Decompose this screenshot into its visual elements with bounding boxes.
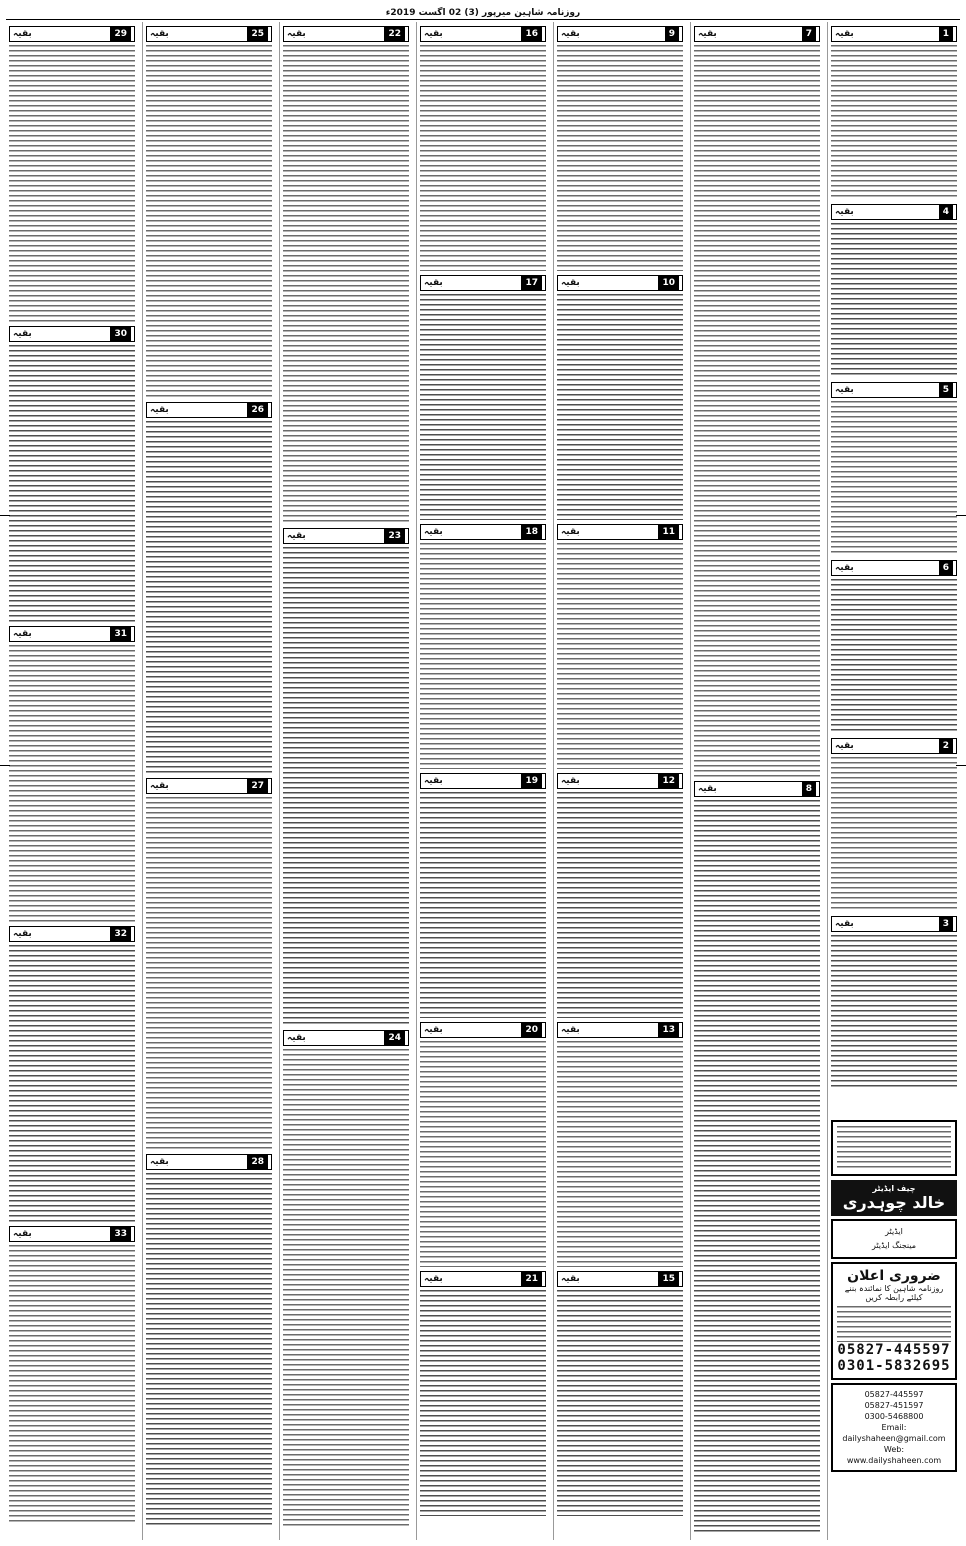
printer-note-text [837, 1126, 951, 1170]
newspaper-page [6, 6, 960, 1540]
section-label: بقیہ [424, 527, 443, 537]
section-label: بقیہ [287, 29, 306, 39]
section-label: بقیہ [424, 29, 443, 39]
section-badge [831, 560, 957, 576]
article-section [283, 1030, 409, 1528]
article-body-text [694, 800, 820, 1532]
section-number: 28 [247, 1155, 268, 1169]
section-label: بقیہ [835, 29, 854, 39]
section-label: بقیہ [698, 784, 717, 794]
column [827, 22, 960, 1540]
section-label: بقیہ [561, 1274, 580, 1284]
phone: 05827-445597 [864, 1390, 924, 1399]
article-body-text [146, 421, 272, 774]
article-section [420, 1022, 546, 1267]
article-body-text [146, 45, 272, 398]
article-body-text [694, 45, 820, 777]
phone: 05827-451597 [864, 1401, 924, 1410]
section-badge [831, 382, 957, 398]
article-body-text [9, 45, 135, 322]
article-section [420, 524, 546, 769]
section-badge [420, 773, 546, 789]
section-number: 7 [802, 27, 816, 41]
section-number: 33 [110, 1227, 131, 1241]
article-body-text [831, 223, 957, 378]
section-label: بقیہ [424, 1025, 443, 1035]
section-badge [831, 204, 957, 220]
section-label: بقیہ [13, 29, 32, 39]
article-section [831, 204, 957, 378]
section-badge [283, 528, 409, 544]
article-body-text [831, 579, 957, 734]
registration-tick-right [956, 765, 966, 766]
section-number: 3 [939, 917, 953, 931]
notice-body [837, 1306, 951, 1342]
article-section [557, 275, 683, 520]
article-section [831, 382, 957, 556]
article-section [420, 26, 546, 271]
article-section [831, 26, 957, 200]
section-badge [557, 26, 683, 42]
notice-phone: 0301-5832695 [837, 1358, 951, 1374]
registration-tick-left [0, 515, 10, 516]
article-body-text [420, 543, 546, 769]
section-number: 2 [939, 739, 953, 753]
section-badge [9, 1226, 135, 1242]
editor-label: ایڈیٹر [885, 1227, 903, 1236]
registration-tick-right [956, 515, 966, 516]
section-number: 17 [521, 276, 542, 290]
notice-text: روزنامہ شاہین کا نمائندہ بننے کیلئے رابطہ کریں [844, 1284, 944, 1302]
managing-editor-label: مینجنگ ایڈیٹر [871, 1241, 917, 1250]
section-label: بقیہ [150, 1157, 169, 1167]
website-address: Web: www.dailyshaheen.com [846, 1445, 942, 1465]
column [6, 22, 138, 1540]
section-label: بقیہ [561, 527, 580, 537]
article-body-text [557, 294, 683, 520]
phone: 0300-5468800 [864, 1412, 924, 1421]
section-number: 11 [658, 525, 679, 539]
section-badge [831, 738, 957, 754]
section-label: بقیہ [424, 1274, 443, 1284]
section-number: 27 [247, 779, 268, 793]
article-section [420, 275, 546, 520]
article-body-text [283, 45, 409, 524]
section-badge [831, 26, 957, 42]
section-number: 30 [110, 327, 131, 341]
section-label: بقیہ [561, 278, 580, 288]
section-number: 29 [110, 27, 131, 41]
article-section [146, 402, 272, 774]
notice-box [831, 1262, 957, 1380]
article-body-text [831, 757, 957, 912]
article-body-text [283, 1049, 409, 1528]
article-body-text [146, 1173, 272, 1526]
section-badge [9, 326, 135, 342]
section-badge [694, 26, 820, 42]
section-badge [146, 778, 272, 794]
section-badge [283, 1030, 409, 1046]
section-number: 16 [521, 27, 542, 41]
article-body-text [557, 1290, 683, 1516]
chief-editor-name: خالد چوہدری [842, 1193, 946, 1212]
section-number: 21 [521, 1272, 542, 1286]
contact-box [831, 1383, 957, 1472]
article-section [420, 773, 546, 1018]
section-badge [9, 26, 135, 42]
article-section [557, 773, 683, 1018]
article-body-text [9, 1245, 135, 1522]
section-badge [557, 275, 683, 291]
section-label: بقیہ [13, 629, 32, 639]
section-badge [557, 524, 683, 540]
column [142, 22, 275, 1540]
section-number: 5 [939, 383, 953, 397]
column [690, 22, 823, 1540]
section-number: 9 [665, 27, 679, 41]
section-number: 1 [939, 27, 953, 41]
section-label: بقیہ [561, 776, 580, 786]
article-body-text [557, 1041, 683, 1267]
section-number: 19 [521, 774, 542, 788]
section-badge [146, 402, 272, 418]
article-section [694, 781, 820, 1532]
article-section [146, 26, 272, 398]
chief-editor-label: چیف ایڈیٹر [872, 1184, 916, 1193]
section-label: بقیہ [835, 207, 854, 217]
section-badge [9, 626, 135, 642]
article-section [9, 926, 135, 1222]
section-badge [557, 773, 683, 789]
chief-editor-banner [831, 1180, 957, 1216]
article-body-text [283, 547, 409, 1026]
section-number: 4 [939, 205, 953, 219]
section-label: بقیہ [561, 1025, 580, 1035]
article-section [9, 26, 135, 322]
section-number: 6 [939, 561, 953, 575]
article-body-text [831, 401, 957, 556]
article-section [831, 916, 957, 1090]
article-body-text [557, 543, 683, 769]
article-section [557, 1271, 683, 1516]
notice-phone: 05827-445597 [837, 1342, 951, 1358]
section-badge [420, 1022, 546, 1038]
section-badge [420, 26, 546, 42]
section-badge [831, 916, 957, 932]
section-label: بقیہ [561, 29, 580, 39]
section-number: 15 [658, 1272, 679, 1286]
section-number: 31 [110, 627, 131, 641]
printer-note [831, 1120, 957, 1176]
section-badge [283, 26, 409, 42]
article-body-text [146, 797, 272, 1150]
section-badge [9, 926, 135, 942]
section-number: 26 [247, 403, 268, 417]
section-number: 18 [521, 525, 542, 539]
section-number: 12 [658, 774, 679, 788]
section-label: بقیہ [835, 385, 854, 395]
section-badge [420, 1271, 546, 1287]
section-badge [146, 26, 272, 42]
article-body-text [420, 792, 546, 1018]
article-body-text [9, 345, 135, 622]
masthead-title: روزنامہ شاہین میرپور (3) 02 اگست 2019ء [385, 7, 581, 18]
article-section [557, 524, 683, 769]
section-label: بقیہ [150, 29, 169, 39]
section-label: بقیہ [150, 781, 169, 791]
article-section [283, 528, 409, 1026]
article-body-text [420, 1041, 546, 1267]
article-section [146, 1154, 272, 1526]
article-body-text [420, 1290, 546, 1516]
article-section [557, 1022, 683, 1267]
notice-title: ضروری اعلان [847, 1268, 941, 1284]
section-label: بقیہ [835, 563, 854, 573]
section-label: بقیہ [13, 929, 32, 939]
section-badge [420, 275, 546, 291]
column [416, 22, 549, 1540]
article-section [146, 778, 272, 1150]
article-body-text [9, 645, 135, 922]
section-badge [420, 524, 546, 540]
article-section [9, 626, 135, 922]
section-number: 13 [658, 1023, 679, 1037]
column [553, 22, 686, 1540]
section-label: بقیہ [13, 1229, 32, 1239]
registration-tick-left [0, 765, 10, 766]
article-section [9, 326, 135, 622]
section-number: 22 [384, 27, 405, 41]
section-number: 23 [384, 529, 405, 543]
article-body-text [557, 792, 683, 1018]
article-body-text [557, 45, 683, 271]
section-number: 10 [658, 276, 679, 290]
article-body-text [420, 45, 546, 271]
article-section [283, 26, 409, 524]
section-number: 25 [247, 27, 268, 41]
article-body-text [831, 935, 957, 1090]
column [279, 22, 412, 1540]
section-label: بقیہ [424, 776, 443, 786]
article-section [9, 1226, 135, 1522]
article-section [420, 1271, 546, 1516]
article-body-text [9, 945, 135, 1222]
article-body-text [831, 45, 957, 200]
masthead [6, 6, 960, 20]
article-section [557, 26, 683, 271]
imprint-box [831, 1120, 957, 1540]
section-badge [694, 781, 820, 797]
section-label: بقیہ [424, 278, 443, 288]
columns [6, 22, 960, 1540]
section-label: بقیہ [287, 531, 306, 541]
staff-list [831, 1219, 957, 1259]
email-address: Email: dailyshaheen@gmail.com [842, 1423, 946, 1443]
section-badge [557, 1271, 683, 1287]
article-section [694, 26, 820, 777]
section-label: بقیہ [698, 29, 717, 39]
section-label: بقیہ [13, 329, 32, 339]
section-number: 20 [521, 1023, 542, 1037]
article-body-text [420, 294, 546, 520]
section-label: بقیہ [835, 919, 854, 929]
section-number: 32 [110, 927, 131, 941]
section-number: 24 [384, 1031, 405, 1045]
section-label: بقیہ [287, 1033, 306, 1043]
article-section [831, 738, 957, 912]
section-label: بقیہ [150, 405, 169, 415]
section-badge [146, 1154, 272, 1170]
section-badge [557, 1022, 683, 1038]
article-section [831, 560, 957, 734]
section-number: 8 [802, 782, 816, 796]
section-label: بقیہ [835, 741, 854, 751]
